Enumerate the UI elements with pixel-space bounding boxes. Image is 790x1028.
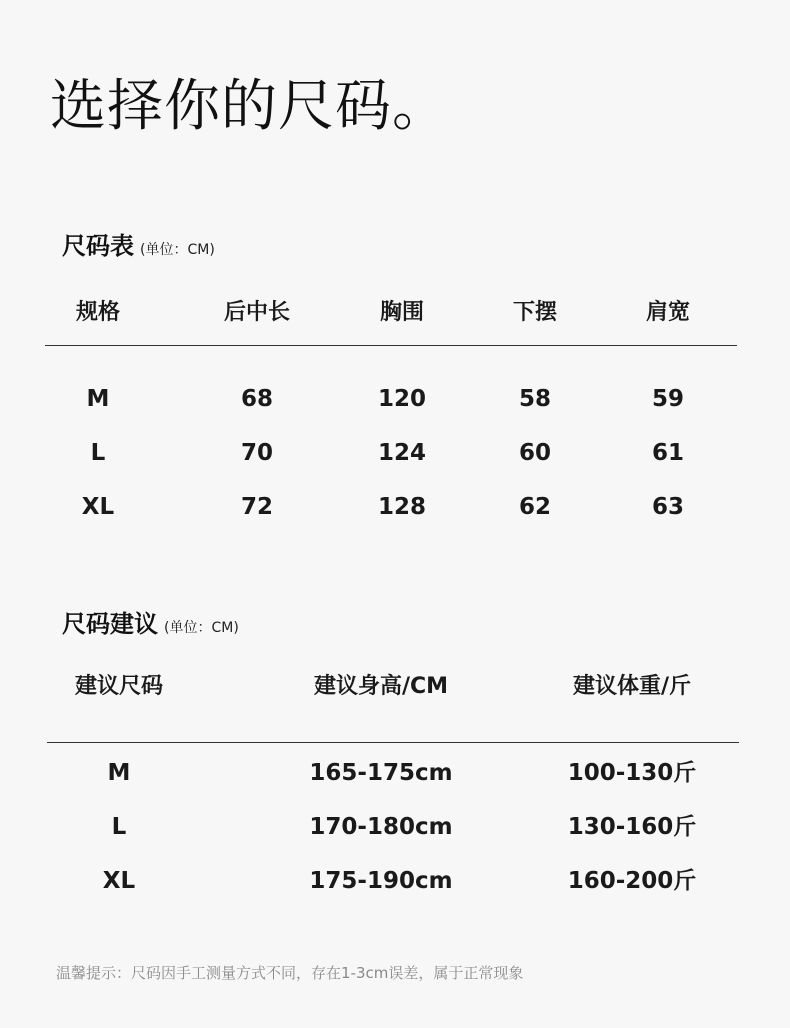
header-recommended-height: 建议身高/CM <box>313 674 449 699</box>
recommend-table-row <box>0 809 790 845</box>
back-length-cell: 70 <box>240 440 274 466</box>
header-hem: 下摆 <box>512 300 558 325</box>
header-spec: 规格 <box>75 300 121 325</box>
shoulder-cell: 63 <box>651 494 685 520</box>
recommended-size-cell: L <box>111 814 127 840</box>
recommended-weight-cell: 130-160斤 <box>567 814 697 840</box>
recommended-height-cell: 165-175cm <box>309 760 453 786</box>
size-table-row <box>0 381 790 417</box>
chest-cell: 124 <box>377 440 427 466</box>
recommended-weight-cell: 160-200斤 <box>567 868 697 894</box>
recommended-size-cell: XL <box>102 868 136 894</box>
measurement-tip: 温馨提示：尺码因手工测量方式不同，存在1-3cm误差，属于正常现象 <box>56 964 524 982</box>
size-table-row <box>0 489 790 525</box>
recommend-table-title: 尺码建议 <box>62 610 158 638</box>
size-table-row <box>0 435 790 471</box>
back-length-cell: 72 <box>240 494 274 520</box>
hem-cell: 62 <box>518 494 552 520</box>
back-length-cell: 68 <box>240 386 274 412</box>
recommended-size-cell: M <box>107 760 131 786</box>
chest-cell: 128 <box>377 494 427 520</box>
recommended-height-cell: 170-180cm <box>309 814 453 840</box>
recommend-table-divider <box>47 742 739 743</box>
recommend-table-header <box>0 669 790 705</box>
header-back-length: 后中长 <box>223 300 291 325</box>
header-recommended-size: 建议尺码 <box>74 674 164 699</box>
size-table-title: 尺码表 <box>62 232 134 260</box>
size-table-divider <box>45 345 737 346</box>
recommend-table-heading <box>62 604 239 639</box>
size-cell: XL <box>81 494 115 520</box>
shoulder-cell: 61 <box>651 440 685 466</box>
size-table-header <box>0 295 790 331</box>
recommended-height-cell: 175-190cm <box>309 868 453 894</box>
header-shoulder: 肩宽 <box>645 300 691 325</box>
size-table-unit: (单位：CM) <box>140 242 215 258</box>
hem-cell: 60 <box>518 440 552 466</box>
size-table-heading <box>62 226 215 261</box>
header-chest: 胸围 <box>379 300 425 325</box>
recommend-table-row <box>0 755 790 791</box>
header-recommended-weight: 建议体重/斤 <box>572 674 692 699</box>
recommend-table-unit: (单位：CM) <box>164 620 239 636</box>
hem-cell: 58 <box>518 386 552 412</box>
chest-cell: 120 <box>377 386 427 412</box>
recommended-weight-cell: 100-130斤 <box>567 760 697 786</box>
shoulder-cell: 59 <box>651 386 685 412</box>
page-title: 选择你的尺码。 <box>50 74 449 139</box>
size-cell: L <box>90 440 106 466</box>
size-cell: M <box>86 386 110 412</box>
recommend-table-row <box>0 863 790 899</box>
